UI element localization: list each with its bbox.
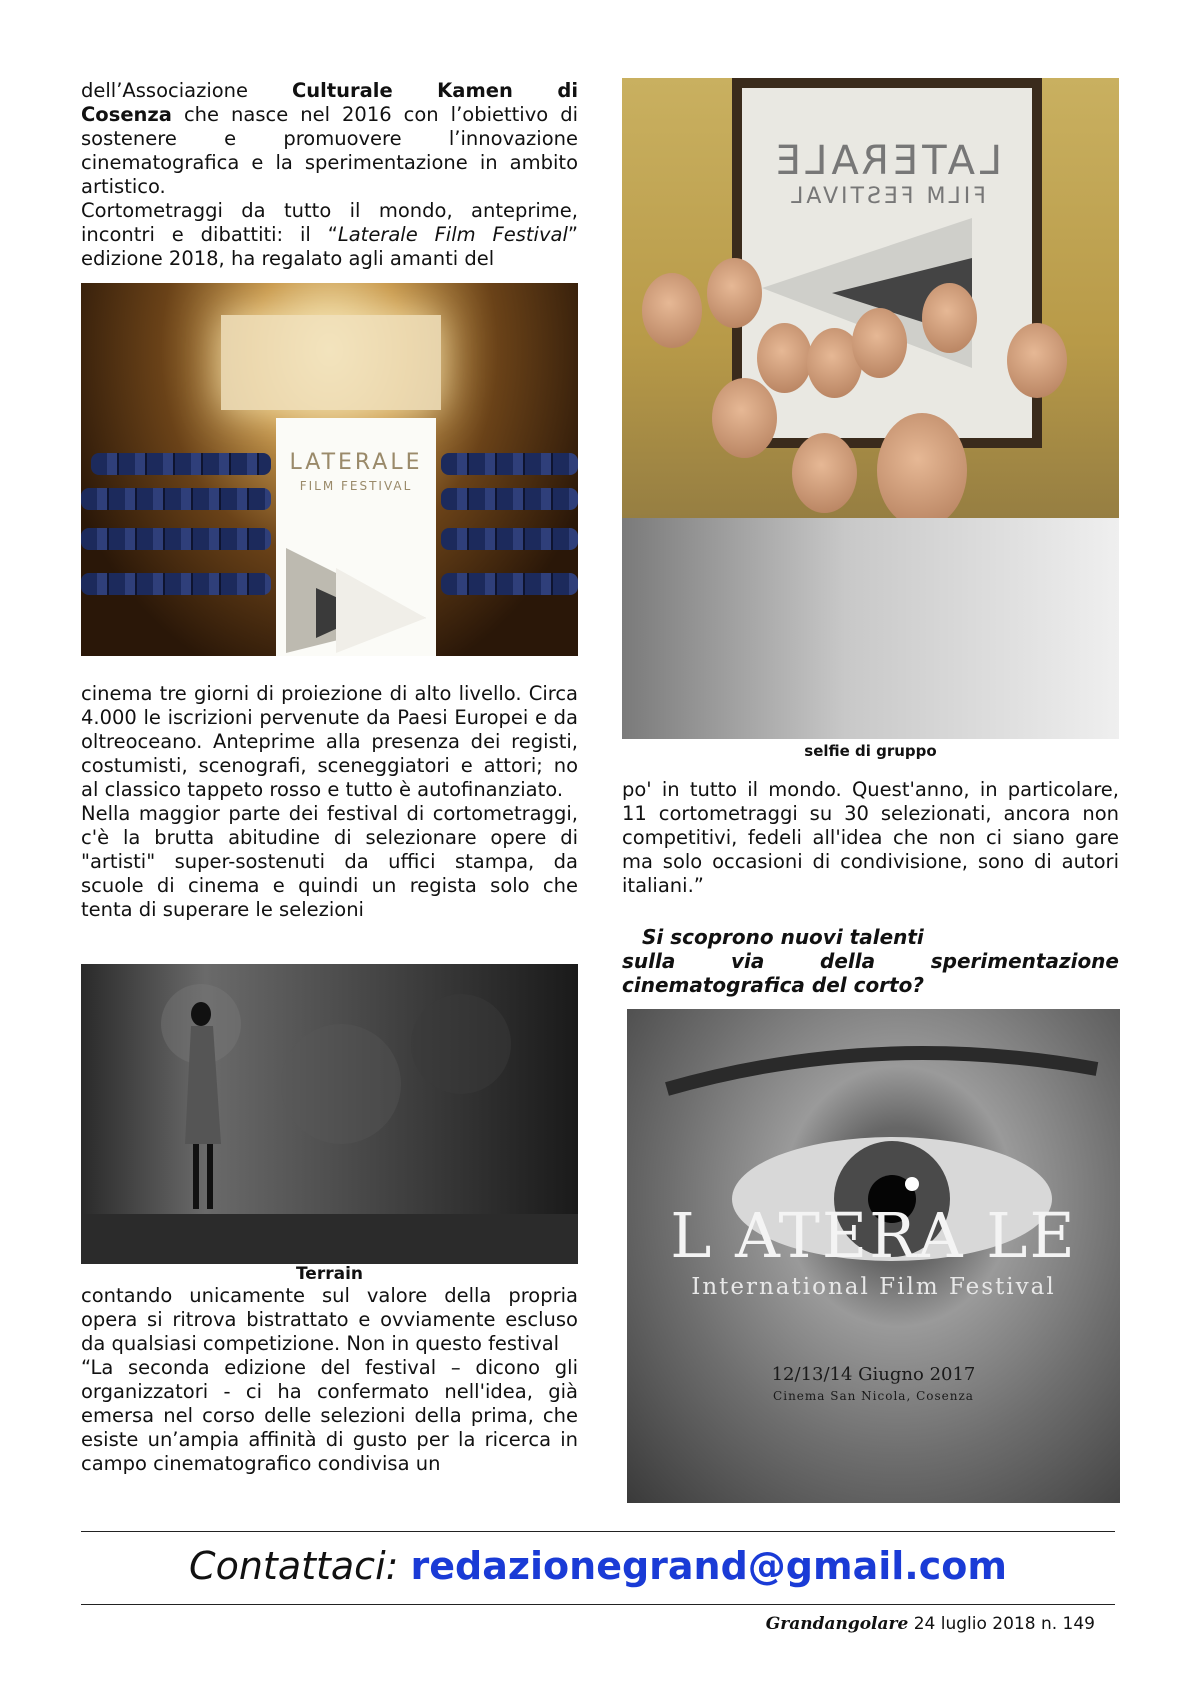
festival-text-a: Cortometraggi da tutto il mondo, anteprime, incontri e dibattiti: il “	[81, 199, 578, 246]
framed-poster-title: LATERALE	[771, 138, 1003, 184]
selfie-caption: selfie di gruppo	[804, 742, 937, 760]
middle-text	[81, 682, 578, 922]
intro-paragraph	[81, 103, 578, 199]
bottom-text	[81, 1284, 578, 1476]
cinema-screen	[221, 315, 441, 410]
paper-name: Grandangolare	[765, 1614, 909, 1634]
poster-venue: Cinema San Nicola, Cosenza	[773, 1389, 974, 1403]
organizers-quote: “La seconda edizione del festival – dicono gli organizzatori - ci ha confermato nell'idea, già emersa nel corso delle selezioni della prima, che esiste un’ampia affinità di gusto per la ricerca in campo cinematografico condivisa un	[81, 1356, 578, 1475]
festival-text-b: ” edizione 2018, ha regalato agli amanti del	[81, 223, 578, 270]
intro-line-1	[81, 79, 578, 103]
intro-association-name: Culturale Kamen di	[291, 79, 579, 102]
cinema-hall-photo	[81, 283, 578, 656]
terrain-photo	[81, 964, 578, 1264]
poster-subtitle: International Film Festival	[691, 1274, 1056, 1300]
framed-festival-poster	[732, 78, 1042, 448]
subheading-line-2: sulla via della sperimentazione	[622, 949, 1119, 973]
intro-association: dell’Associazione	[81, 79, 249, 102]
laterale-2017-poster	[627, 1009, 1120, 1503]
issue-info	[600, 1614, 1095, 1634]
terrain-scene	[81, 964, 578, 1264]
column2-text	[622, 778, 1119, 898]
festival-standee	[276, 418, 436, 656]
poster-title: L ATERA LE	[670, 1199, 1077, 1272]
projection-paragraph: cinema tre giorni di proiezione di alto livello. Circa 4.000 le iscrizioni pervenute da Paesi Europei e da oltreoceano. Anteprime alla presenza dei registi, costumisti, scenografi, sceneggiatori e attori; no al classico tappeto rosso e tutto è autofinanziato.	[81, 682, 578, 801]
standee-title: LATERALE	[289, 450, 423, 475]
subheading	[622, 925, 1119, 997]
footer-divider-bottom	[81, 1604, 1115, 1605]
subheading-line-1: Si scoprono nuovi talenti	[642, 925, 924, 949]
standee-arrow-graphic	[276, 528, 436, 656]
contact-email-link[interactable]: redazionegrand@gmail.com	[410, 1544, 1007, 1588]
terrain-caption: Terrain	[295, 1264, 364, 1284]
poster-dates: 12/13/14 Giugno 2017	[771, 1364, 976, 1385]
group-selfie-photo	[622, 78, 1119, 739]
issue-date: 24 luglio 2018 n. 149	[908, 1614, 1095, 1634]
festival-name: Laterale Film Festival	[337, 223, 568, 246]
subheading-line-3: cinematografica del corto?	[622, 973, 924, 997]
selection-results-paragraph: po' in tutto il mondo. Quest'anno, in particolare, 11 cortometraggi su 30 selezionati, ancora non competitivi, fedeli all'idea che non ci siano gare ma solo occasioni di condivisione, sono di autori italiani.”	[622, 778, 1119, 897]
standee-subtitle: FILM FESTIVAL	[299, 479, 413, 493]
intro-body: che nasce nel 2016 con l’obiettivo di sostenere e promuovere l’innovazione cinematografica e la sperimentazione in ambito artistico.	[81, 103, 578, 198]
contact-label: Contattaci:	[189, 1544, 399, 1588]
competition-paragraph: contando unicamente sul valore della propria opera si ritrova bistrattato e ovviamente escluso da qualsiasi competizione. Non in questo festival	[81, 1284, 578, 1355]
contact-banner	[81, 1540, 1115, 1592]
footer-divider-top	[81, 1531, 1115, 1532]
intro-city: Cosenza	[81, 103, 172, 126]
festival-paragraph	[81, 199, 578, 271]
framed-poster-subtitle: FILM FESTIVAL	[788, 184, 986, 209]
selection-paragraph: Nella maggior parte dei festival di cortometraggi, c'è la brutta abitudine di selezionare opere di "artisti" super-sostenuti da uffici stampa, da scuole di cinema e quindi un regista solo che tenta di superare le selezioni	[81, 802, 578, 921]
intro-text	[81, 79, 578, 271]
